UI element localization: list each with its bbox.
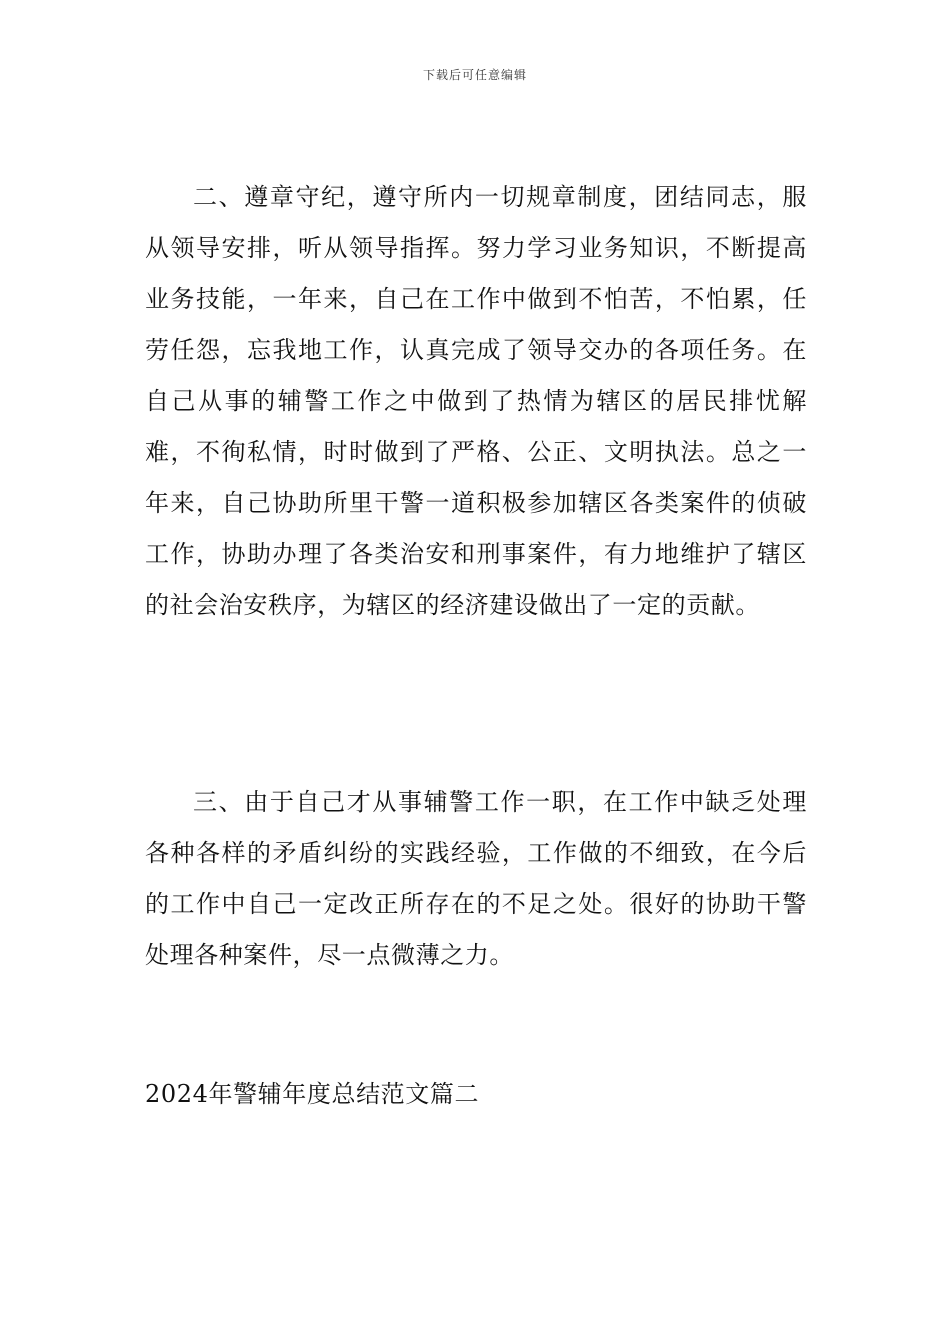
paragraph-three: 三、由于自己才从事辅警工作一职，在工作中缺乏处理各种各样的矛盾纠纷的实践经验，工作做的不细致，在今后的工作中自己一定改正所存在的不足之处。很好的协助干警处理各种案件，尽一点微薄之力。 [145,788,807,969]
header-note: 下载后可任意编辑 [422,68,527,82]
section-title: 2024年警辅年度总结范文篇二 [145,1080,480,1108]
paragraph-two: 二、遵章守纪，遵守所内一切规章制度，团结同志，服从领导安排，听从领导指挥。努力学习业务知识，不断提高业务技能，一年来，自己在工作中做到不怕苦，不怕累，任劳任怨，忘我地工作，认真完成了领导交办的各项任务。在自己从事的辅警工作之中做到了热情为辖区的居民排忧解难，不徇私情，时时做到了严格、公正、文明执法。总之一年来，自己协助所里干警一道积极参加辖区各类案件的侦破工作，协助办理了各类治安和刑事案件，有力地维护了辖区的社会治安秩序，为辖区的经济建设做出了一定的贡献。 [145,183,807,619]
